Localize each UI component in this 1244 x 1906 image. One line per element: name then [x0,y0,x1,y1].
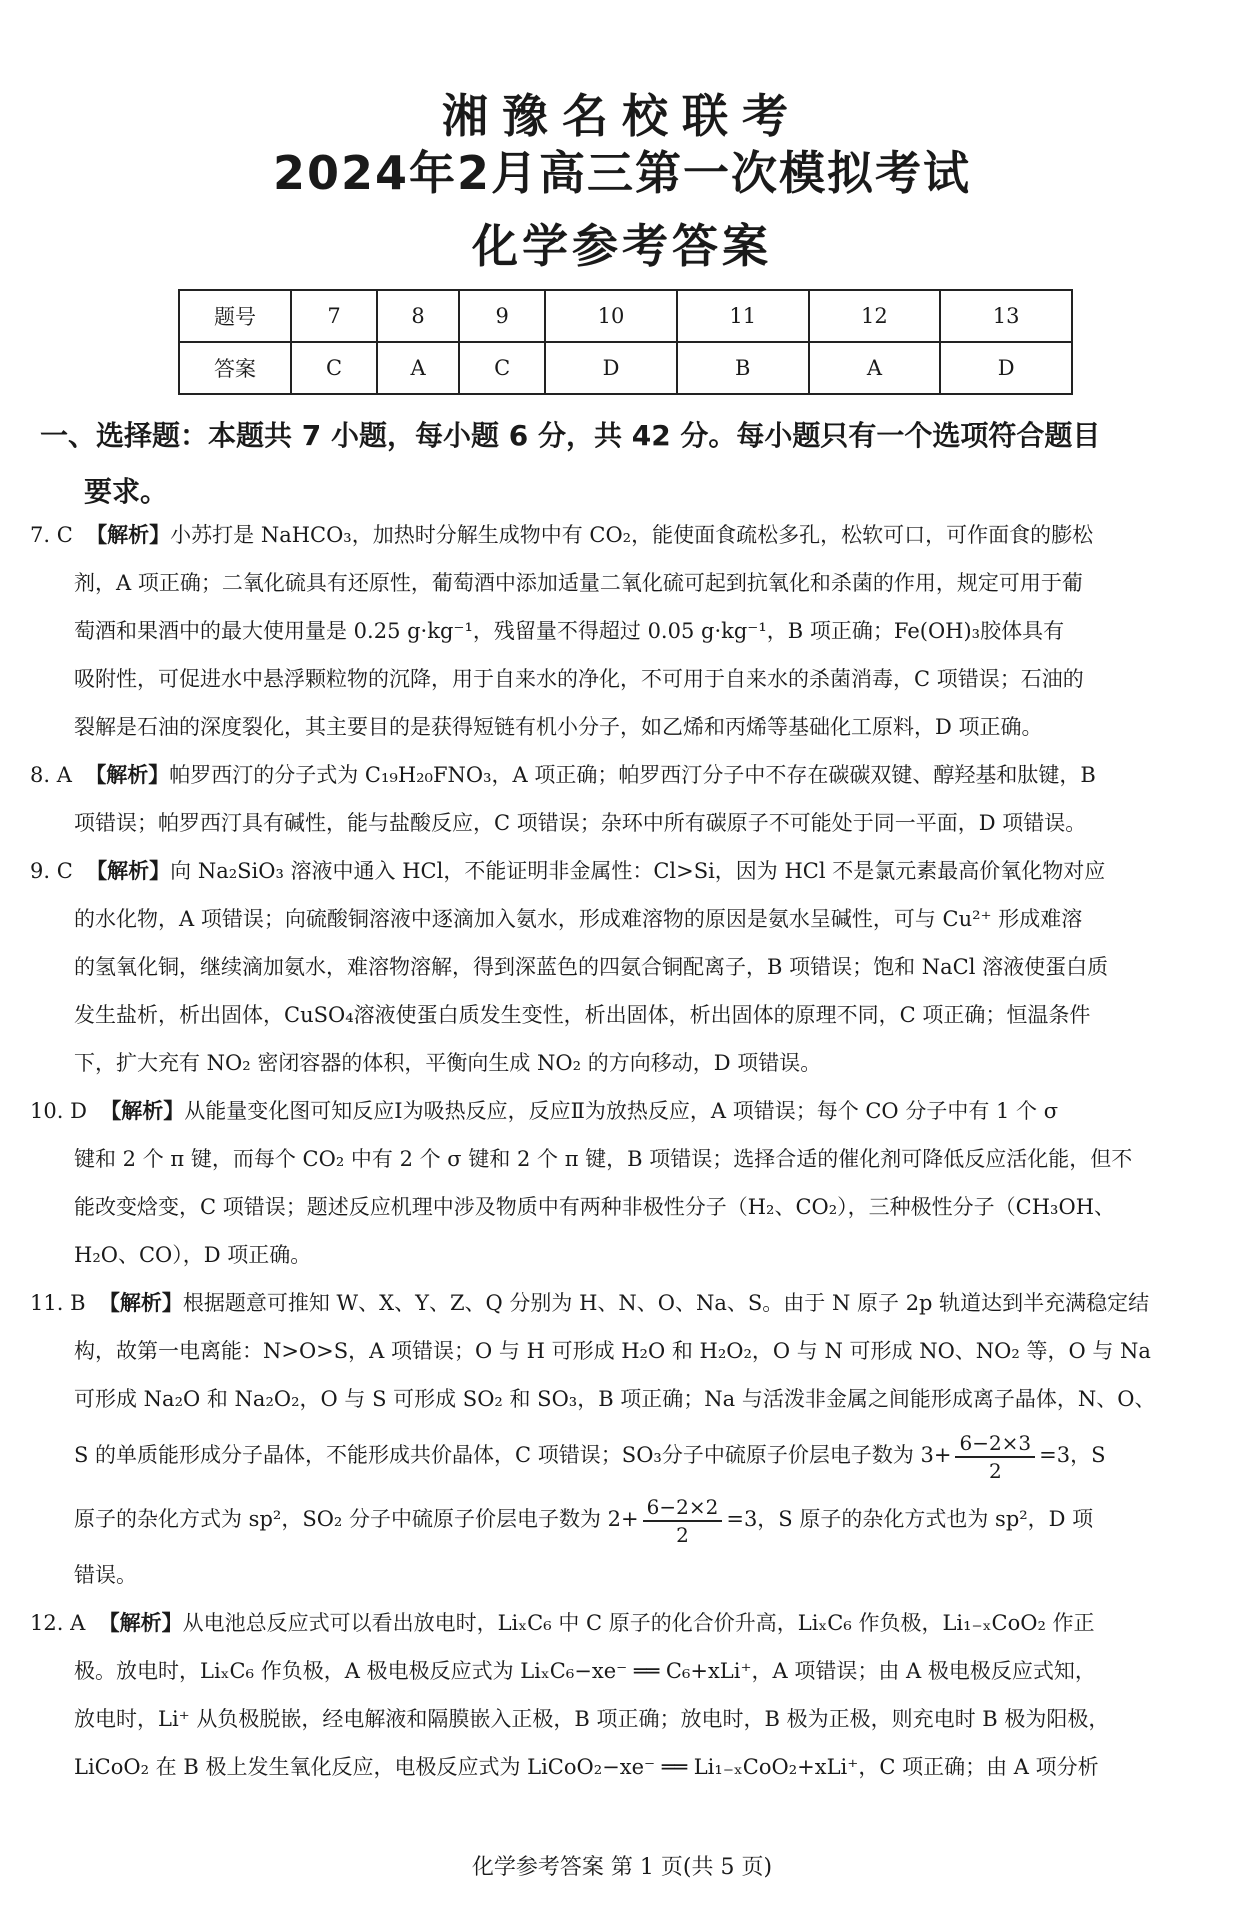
analysis-tag: 【解析】 [85,763,170,787]
question-8-explanation [30,751,1220,847]
question-10-explanation [30,1087,1220,1279]
question-number: 9 [459,290,545,342]
text-line: 根据题意可推知 W、X、Y、Z、Q 分别为 H、N、O、Na、S。由于 N 原子 2p 轨道达到半充满稳定结 [182,1291,1150,1315]
text-segment: =3，S 原子的杂化方式也为 sp²，D 项 [726,1507,1094,1531]
row-label-answer: 答案 [179,342,291,394]
text-line: 小苏打是 NaHCO₃，加热时分解生成物中有 CO₂，能使面食疏松多孔，松软可口，可作面食的膨松 [170,523,1094,547]
question-label: 12. A [30,1611,86,1635]
text-line: 帕罗西汀的分子式为 C₁₉H₂₀FNO₃，A 项正确；帕罗西汀分子中不存在碳碳双键、醇羟基和肽键，B [169,763,1096,787]
question-label: 11. B [30,1291,86,1315]
text-line: 构，故第一电离能：N>O>S，A 项错误；O 与 H 可形成 H₂O 和 H₂O₂，O 与 N 可形成 NO、NO₂ 等，O 与 Na [74,1339,1151,1363]
text-line: 的水化物，A 项错误；向硫酸铜溶液中逐滴加入氨水，形成难溶物的原因是氨水呈碱性，可与 Cu²⁺ 形成难溶 [74,907,1083,931]
answer-row [179,342,1072,394]
answer-cell: A [809,342,941,394]
fraction-denominator: 2 [676,1522,689,1547]
answer-cell: B [677,342,809,394]
question-number: 10 [545,290,677,342]
analysis-tag: 【解析】 [86,859,171,883]
text-line: 错误。 [74,1563,137,1587]
text-line: 从能量变化图可知反应Ⅰ为吸热反应，反应Ⅱ为放热反应，A 项错误；每个 CO 分子中有 1 个 σ [184,1099,1059,1123]
explanations [30,511,1220,1791]
text-line: 极。放电时，LiₓC₆ 作负极，A 极电极反应式为 LiₓC₆−xe⁻ ══ C₆+xLi⁺，A 项错误；由 A 极电极反应式知， [74,1659,1096,1683]
question-number-row [179,290,1072,342]
fraction-numerator: 6−2×2 [643,1494,723,1522]
exam-org-title: 湘豫名校联考 [442,89,802,143]
analysis-tag: 【解析】 [86,523,171,547]
question-number: 7 [291,290,377,342]
analysis-tag: 【解析】 [98,1291,183,1315]
text-line: 键和 2 个 π 键，而每个 CO₂ 中有 2 个 σ 键和 2 个 π 键，B 项错误；选择合适的催化剂可降低反应活化能，但不 [74,1147,1133,1171]
question-label: 7. C [30,523,73,547]
text-segment: =3，S [1039,1443,1106,1467]
answer-cell: D [940,342,1072,394]
question-11-explanation [30,1279,1220,1599]
answer-key-title: 化学参考答案 [472,219,772,273]
text-line: 的氢氧化铜，继续滴加氨水，难溶物溶解，得到深蓝色的四氨合铜配离子，B 项错误；饱和 NaCl 溶液使蛋白质 [74,955,1109,979]
text-line: 剂，A 项正确；二氧化硫具有还原性，葡萄酒中添加适量二氧化硫可起到抗氧化和杀菌的作用，规定可用于葡 [74,571,1083,595]
answer-table [178,289,1073,395]
exam-name-title: 2024年2月高三第一次模拟考试 [272,146,972,200]
question-number: 13 [940,290,1072,342]
question-number: 8 [377,290,459,342]
answer-cell: D [545,342,677,394]
question-number: 12 [809,290,941,342]
question-12-explanation [30,1599,1220,1791]
answer-cell: C [459,342,545,394]
text-line: LiCoO₂ 在 B 极上发生氧化反应，电极反应式为 LiCoO₂−xe⁻ ══ Li₁₋ₓCoO₂+xLi⁺，C 项正确；由 A 项分析 [74,1755,1099,1779]
row-label-number: 题号 [179,290,291,342]
text-line: 项错误；帕罗西汀具有碱性，能与盐酸反应，C 项错误；杂环中所有碳原子不可能处于同一平面，D 项错误。 [74,811,1087,835]
fraction [955,1430,1035,1484]
analysis-tag: 【解析】 [98,1611,183,1635]
text-line: 萄酒和果酒中的最大使用量是 0.25 g·kg⁻¹，残留量不得超过 0.05 g·kg⁻¹，B 项正确；Fe(OH)₃胶体具有 [74,619,1065,643]
analysis-tag: 【解析】 [100,1099,185,1123]
fraction-numerator: 6−2×3 [955,1430,1035,1458]
page-footer: 化学参考答案 第 1 页(共 5 页) [471,1855,773,1880]
text-line: 向 Na₂SiO₃ 溶液中通入 HCl，不能证明非金属性：Cl>Si，因为 HCl 不是氯元素最高价氧化物对应 [170,859,1106,883]
question-label: 10. D [30,1099,87,1123]
text-line-with-fraction [30,1423,1220,1487]
question-7-explanation [30,511,1220,751]
text-line: 可形成 Na₂O 和 Na₂O₂，O 与 S 可形成 SO₂ 和 SO₃，B 项正确；Na 与活泼非金属之间能形成离子晶体，N、O、 [74,1387,1156,1411]
fraction-denominator: 2 [988,1458,1002,1483]
text-line: 放电时，Li⁺ 从负极脱嵌，经电解液和隔膜嵌入正极，B 项正确；放电时，B 极为正极，则充电时 B 极为阳极， [74,1707,1110,1731]
text-line: 发生盐析，析出固体，CuSO₄溶液使蛋白质发生变性，析出固体，析出固体的原理不同，C 项正确；恒温条件 [74,1003,1091,1027]
question-9-explanation [30,847,1220,1087]
text-line: H₂O、CO），D 项正确。 [74,1243,312,1267]
text-line: 裂解是石油的深度裂化，其主要目的是获得短链有机小分子，如乙烯和丙烯等基础化工原料，D 项正确。 [74,715,1043,739]
fraction [643,1494,723,1548]
text-segment: 原子的杂化方式为 sp²，SO₂ 分子中硫原子价层电子数为 2+ [74,1507,639,1531]
section-heading-line2: 要求。 [84,475,169,508]
question-label: 8. A [30,763,72,787]
question-label: 9. C [30,859,73,883]
text-line: 能改变焓变，C 项错误；题述反应机理中涉及物质中有两种非极性分子（H₂、CO₂），三种极性分子（CH₃OH、 [74,1195,1116,1219]
answer-cell: C [291,342,377,394]
text-line: 从电池总反应式可以看出放电时，LiₓC₆ 中 C 原子的化合价升高，LiₓC₆ 作负极，Li₁₋ₓCoO₂ 作正 [182,1611,1095,1635]
text-line: 吸附性，可促进水中悬浮颗粒物的沉降，用于自来水的净化，不可用于自来水的杀菌消毒，C 项错误；石油的 [74,667,1084,691]
text-line-with-fraction [30,1487,1220,1551]
section-heading-line1: 一、选择题：本题共 7 小题，每小题 6 分，共 42 分。每小题只有一个选项符合题目 [40,419,1101,452]
text-segment: S 的单质能形成分子晶体，不能形成共价晶体，C 项错误；SO₃分子中硫原子价层电子数为 3+ [74,1443,952,1467]
section-heading [40,408,1220,520]
answer-cell: A [377,342,459,394]
text-line: 下，扩大充有 NO₂ 密闭容器的体积，平衡向生成 NO₂ 的方向移动，D 项错误。 [74,1051,822,1075]
question-number: 11 [677,290,809,342]
